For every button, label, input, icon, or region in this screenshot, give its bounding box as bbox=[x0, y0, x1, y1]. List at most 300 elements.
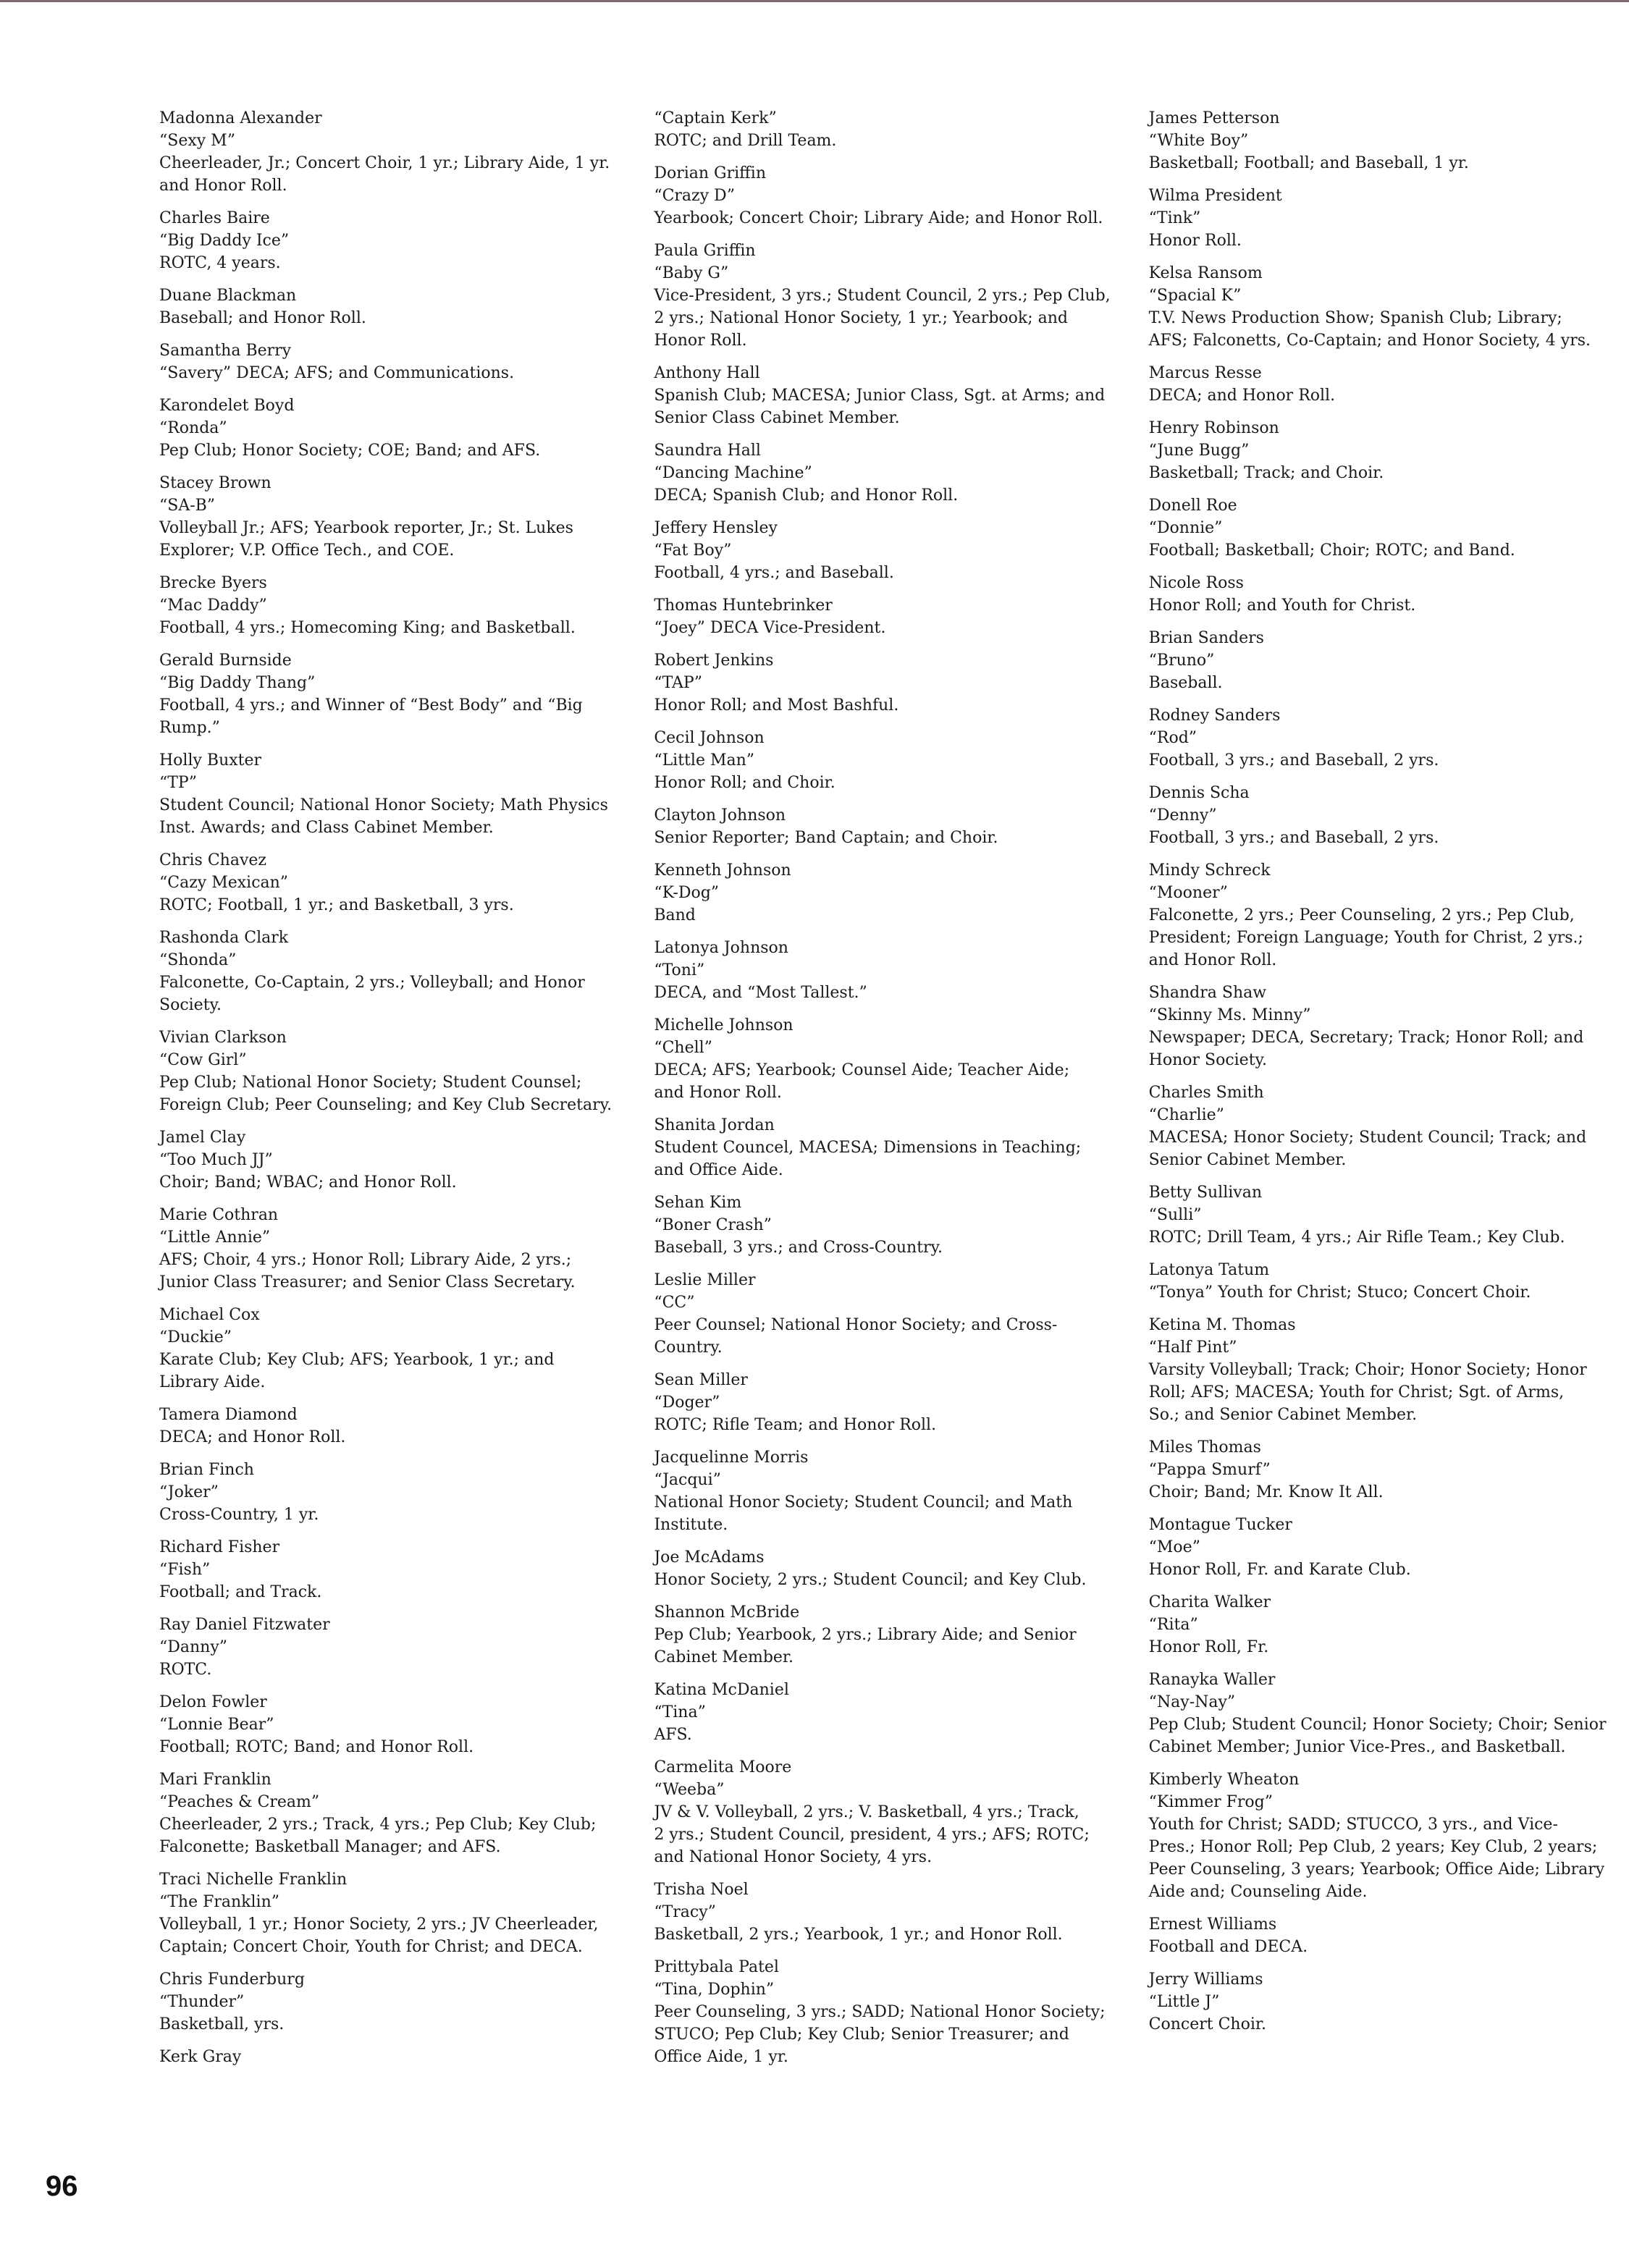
entry-name-line: Katina McDaniel bbox=[654, 1681, 789, 1699]
entry-detail-line: Rump.” bbox=[159, 719, 220, 737]
entry-detail-line: Honor Roll; and Youth for Christ. bbox=[1148, 596, 1416, 615]
senior-entry bbox=[1149, 1082, 1615, 1171]
senior-entry bbox=[159, 472, 625, 562]
entry-detail-line: President; Foreign Language; Youth for Christ, 2 yrs.; bbox=[1148, 929, 1583, 947]
entry-detail-line: DECA; Spanish Club; and Honor Roll. bbox=[654, 486, 959, 505]
entry-detail-line: Student Council; National Honor Society; Math Physics bbox=[159, 796, 608, 814]
senior-entry bbox=[1149, 1769, 1615, 1903]
entry-name-line: Kelsa Ransom bbox=[1148, 264, 1263, 282]
entry-name-line: Dorian Griffin bbox=[654, 164, 767, 182]
entry-name-line: Samantha Berry bbox=[159, 342, 292, 360]
senior-entry bbox=[654, 439, 1119, 507]
senior-entry bbox=[159, 1769, 625, 1858]
entry-detail-line: Honor Society, 2 yrs.; Student Council; and Key Club. bbox=[654, 1571, 1087, 1589]
entry-detail-line: 2 yrs.; National Honor Society, 1 yr.; Yearbook; and bbox=[654, 309, 1068, 327]
entry-detail-line: “Kimmer Frog” bbox=[1148, 1793, 1273, 1811]
entry-detail-line: Senior Class Cabinet Member. bbox=[654, 409, 900, 427]
entry-name-line: Dennis Scha bbox=[1148, 784, 1250, 802]
entry-detail-line: ROTC; Rifle Team; and Honor Roll. bbox=[654, 1416, 937, 1434]
entry-name-line: Trisha Noel bbox=[654, 1881, 749, 1899]
entry-detail-line: Pep Club; Yearbook, 2 yrs.; Library Aide; and Senior bbox=[654, 1626, 1077, 1644]
entry-detail-line: Basketball, yrs. bbox=[159, 2015, 285, 2033]
senior-entry bbox=[159, 207, 625, 274]
entry-detail-line: ROTC. bbox=[159, 1661, 212, 1679]
entry-detail-line: ROTC; Football, 1 yr.; and Basketball, 3 yrs. bbox=[159, 896, 514, 914]
entry-name-line: Chris Chavez bbox=[159, 851, 266, 869]
entry-detail-line: Senior Reporter; Band Captain; and Choir. bbox=[654, 829, 998, 847]
entry-detail-line: Spanish Club; MACESA; Junior Class, Sgt. at Arms; and bbox=[654, 387, 1106, 405]
entry-name-line: Rodney Sanders bbox=[1148, 707, 1281, 725]
entry-name-line: Anthony Hall bbox=[654, 364, 760, 382]
senior-entry bbox=[654, 1546, 1119, 1591]
senior-entry bbox=[654, 727, 1119, 794]
entry-detail-line: JV & V. Volleyball, 2 yrs.; V. Basketball, 4 yrs.; Track, bbox=[654, 1803, 1079, 1821]
entry-detail-line: Karate Club; Key Club; AFS; Yearbook, 1 yr.; and bbox=[159, 1351, 555, 1369]
entry-detail-line: “Too Much JJ” bbox=[159, 1151, 273, 1169]
entry-detail-line: “Spacial K” bbox=[1148, 287, 1242, 305]
entry-name-line: Michelle Johnson bbox=[654, 1016, 794, 1034]
entry-name-line: Donell Roe bbox=[1148, 497, 1237, 515]
senior-entry bbox=[654, 162, 1119, 229]
entry-name-line: Marie Cothran bbox=[159, 1206, 279, 1224]
entry-detail-line: “Skinny Ms. Minny” bbox=[1148, 1006, 1311, 1024]
senior-listing bbox=[159, 107, 1615, 2076]
entry-name-line: Carmelita Moore bbox=[654, 1758, 792, 1776]
entry-detail-line: ROTC; Drill Team, 4 yrs.; Air Rifle Team.; Key Club. bbox=[1148, 1228, 1565, 1247]
senior-entry bbox=[159, 1026, 625, 1116]
entry-name-line: Mindy Schreck bbox=[1148, 861, 1271, 880]
entry-detail-line: “The Franklin” bbox=[159, 1893, 279, 1911]
top-border-rule bbox=[0, 0, 1629, 2]
entry-detail-line: Library Aide. bbox=[159, 1373, 266, 1391]
entry-name-line: “Captain Kerk” bbox=[654, 109, 777, 127]
entry-detail-line: Volleyball, 1 yr.; Honor Society, 2 yrs.; JV Cheerleader, bbox=[159, 1915, 599, 1934]
senior-entry bbox=[1149, 627, 1615, 694]
entry-detail-line: Concert Choir. bbox=[1148, 2015, 1266, 2033]
senior-entry bbox=[654, 1756, 1119, 1868]
entry-name-line: Rashonda Clark bbox=[159, 929, 289, 947]
entry-name-line: Marcus Resse bbox=[1148, 364, 1262, 382]
entry-name-line: Shandra Shaw bbox=[1148, 984, 1267, 1002]
senior-entry bbox=[159, 1968, 625, 2036]
entry-detail-line: “Thunder” bbox=[159, 1993, 245, 2011]
entry-name-line: Brian Sanders bbox=[1148, 629, 1264, 647]
entry-name-line: Robert Jenkins bbox=[654, 652, 774, 670]
entry-name-line: Gerald Burnside bbox=[159, 652, 292, 670]
senior-entry bbox=[654, 804, 1119, 849]
entry-detail-line: Honor Society. bbox=[1148, 1051, 1268, 1069]
entry-detail-line: Cross-Country, 1 yr. bbox=[159, 1506, 319, 1524]
entry-detail-line: Honor Roll. bbox=[1148, 232, 1242, 250]
entry-name-line: Jamel Clay bbox=[159, 1129, 246, 1147]
entry-detail-line: “Fat Boy” bbox=[654, 541, 732, 560]
senior-entry bbox=[1149, 1514, 1615, 1581]
entry-detail-line: Honor Roll; and Most Bashful. bbox=[654, 696, 899, 714]
senior-entry bbox=[654, 1192, 1119, 1259]
senior-entry bbox=[654, 1679, 1119, 1746]
entry-detail-line: Choir; Band; Mr. Know It All. bbox=[1148, 1483, 1384, 1501]
entry-detail-line: and Honor Roll. bbox=[159, 177, 287, 195]
entry-detail-line: “Tina” bbox=[654, 1703, 706, 1721]
entry-name-line: Jacquelinne Morris bbox=[654, 1449, 809, 1467]
entry-detail-line: Basketball, 2 yrs.; Yearbook, 1 yr.; and Honor Roll. bbox=[654, 1926, 1063, 1944]
entry-detail-line: Pres.; Honor Roll; Pep Club, 2 years; Key Club, 2 years; bbox=[1148, 1838, 1598, 1856]
senior-entry bbox=[1149, 1314, 1615, 1426]
entry-detail-line: Football, 3 yrs.; and Baseball, 2 yrs. bbox=[1148, 751, 1439, 770]
senior-entry bbox=[654, 859, 1119, 927]
entry-detail-line: “Charlie” bbox=[1148, 1106, 1224, 1124]
entry-detail-line: “Doger” bbox=[654, 1394, 720, 1412]
entry-name-line: Montague Tucker bbox=[1148, 1516, 1292, 1534]
entry-detail-line: Honor Roll. bbox=[654, 332, 747, 350]
senior-entry bbox=[1149, 982, 1615, 1071]
entry-detail-line: Football; and Track. bbox=[159, 1583, 322, 1601]
senior-entry bbox=[159, 1691, 625, 1758]
senior-entry bbox=[159, 284, 625, 329]
entry-detail-line: Society. bbox=[159, 996, 222, 1014]
entry-name-line: Michael Cox bbox=[159, 1306, 260, 1324]
entry-detail-line: Baseball, 3 yrs.; and Cross-Country. bbox=[654, 1239, 943, 1257]
entry-detail-line: “Little J” bbox=[1148, 1993, 1220, 2011]
entry-name-line: Joe McAdams bbox=[654, 1548, 765, 1567]
entry-detail-line: Pep Club; National Honor Society; Student Counsel; bbox=[159, 1074, 582, 1092]
entry-detail-line: “Dancing Machine” bbox=[654, 464, 812, 482]
entry-detail-line: and National Honor Society, 4 yrs. bbox=[654, 1848, 933, 1866]
entry-detail-line: “Cow Girl” bbox=[159, 1051, 247, 1069]
entry-name-line: Madonna Alexander bbox=[159, 109, 322, 127]
entry-detail-line: ROTC, 4 years. bbox=[159, 254, 281, 272]
entry-detail-line: Football, 3 yrs.; and Baseball, 2 yrs. bbox=[1148, 829, 1439, 847]
entry-detail-line: Honor Roll; and Choir. bbox=[654, 774, 835, 792]
senior-entry bbox=[654, 1369, 1119, 1436]
entry-name-line: Kenneth Johnson bbox=[654, 861, 791, 880]
entry-name-line: Ketina M. Thomas bbox=[1148, 1316, 1296, 1334]
entry-detail-line: “Rod” bbox=[1148, 729, 1197, 747]
entry-detail-line: “Fish” bbox=[159, 1561, 211, 1579]
senior-entry bbox=[159, 849, 625, 916]
entry-detail-line: “TP” bbox=[159, 774, 197, 792]
entry-name-line: Holly Buxter bbox=[159, 751, 262, 770]
entry-detail-line: Aide and; Counseling Aide. bbox=[1148, 1883, 1368, 1901]
senior-entry bbox=[654, 594, 1119, 639]
entry-detail-line: “Chell” bbox=[654, 1039, 712, 1057]
senior-entry bbox=[1149, 1591, 1615, 1658]
entry-name-line: Nicole Ross bbox=[1148, 574, 1244, 592]
entry-detail-line: “Boner Crash” bbox=[654, 1216, 772, 1234]
senior-entry bbox=[1149, 494, 1615, 562]
senior-entry bbox=[654, 240, 1119, 352]
entry-name-line: Cecil Johnson bbox=[654, 729, 765, 747]
entry-detail-line: Basketball; Track; and Choir. bbox=[1148, 464, 1384, 482]
entry-detail-line: Volleyball Jr.; AFS; Yearbook reporter, Jr.; St. Lukes bbox=[159, 519, 573, 537]
entry-detail-line: “Tink” bbox=[1148, 209, 1201, 227]
entry-detail-line: “Cazy Mexican” bbox=[159, 874, 289, 892]
entry-detail-line: Band bbox=[654, 906, 696, 924]
entry-detail-line: So.; and Senior Cabinet Member. bbox=[1148, 1406, 1418, 1424]
entry-detail-line: Peer Counseling, 3 yrs.; SADD; National Honor Society; bbox=[654, 2003, 1106, 2021]
entry-name-line: Ray Daniel Fitzwater bbox=[159, 1616, 330, 1634]
senior-entry bbox=[1149, 1669, 1615, 1758]
entry-detail-line: “K-Dog” bbox=[654, 884, 720, 902]
entry-name-line: Delon Fowler bbox=[159, 1693, 267, 1711]
entry-detail-line: and Honor Roll. bbox=[654, 1084, 782, 1102]
entry-detail-line: “Moe” bbox=[1148, 1538, 1200, 1556]
entry-detail-line: “Sexy M” bbox=[159, 132, 235, 150]
senior-entry bbox=[1149, 362, 1615, 407]
entry-detail-line: Football, 4 yrs.; and Baseball. bbox=[654, 564, 894, 582]
entry-name-line: Stacey Brown bbox=[159, 474, 272, 492]
senior-entry bbox=[159, 1459, 625, 1526]
entry-name-line: Henry Robinson bbox=[1148, 419, 1279, 437]
entry-detail-line: Foreign Club; Peer Counseling; and Key Club Secretary. bbox=[159, 1096, 613, 1114]
entry-name-line: Leslie Miller bbox=[654, 1271, 756, 1289]
entry-detail-line: “Danny” bbox=[159, 1638, 228, 1656]
senior-entry bbox=[1149, 859, 1615, 971]
entry-detail-line: “CC” bbox=[654, 1294, 695, 1312]
entry-name-line: Wilma President bbox=[1148, 187, 1282, 205]
entry-name-line: Prittybala Patel bbox=[654, 1958, 779, 1976]
senior-entry bbox=[159, 1868, 625, 1958]
entry-detail-line: Falconette, 2 yrs.; Peer Counseling, 2 yrs.; Pep Club, bbox=[1148, 906, 1575, 924]
entry-detail-line: Falconette, Co-Captain, 2 yrs.; Volleyball; and Honor bbox=[159, 974, 585, 992]
entry-detail-line: “Big Daddy Thang” bbox=[159, 674, 316, 692]
senior-entry bbox=[1149, 1181, 1615, 1249]
entry-detail-line: Pep Club; Student Council; Honor Society; Choir; Senior bbox=[1148, 1716, 1607, 1734]
entry-name-line: Betty Sullivan bbox=[1148, 1184, 1263, 1202]
entry-name-line: Traci Nichelle Franklin bbox=[159, 1871, 348, 1889]
entry-detail-line: 2 yrs.; Student Council, president, 4 yrs.; AFS; ROTC; bbox=[654, 1826, 1090, 1844]
senior-entry bbox=[159, 1126, 625, 1194]
entry-detail-line: DECA, and “Most Tallest.” bbox=[654, 984, 867, 1002]
entry-detail-line: “Denny” bbox=[1148, 806, 1217, 825]
entry-name-line: Shannon McBride bbox=[654, 1603, 800, 1622]
entry-detail-line: STUCO; Pep Club; Key Club; Senior Treasurer; and bbox=[654, 2025, 1069, 2044]
entry-detail-line: MACESA; Honor Society; Student Council; Track; and bbox=[1148, 1129, 1587, 1147]
entry-detail-line: DECA; AFS; Yearbook; Counsel Aide; Teacher Aide; bbox=[654, 1061, 1070, 1079]
senior-entry bbox=[159, 1536, 625, 1603]
entry-name-line: Mari Franklin bbox=[159, 1771, 272, 1789]
entry-name-line: Ernest Williams bbox=[1148, 1915, 1277, 1934]
entry-name-line: Kimberly Wheaton bbox=[1148, 1771, 1300, 1789]
senior-entry bbox=[654, 649, 1119, 717]
entry-detail-line: “Mooner” bbox=[1148, 884, 1228, 902]
senior-entry bbox=[159, 107, 625, 197]
entry-detail-line: “SA-B” bbox=[159, 497, 216, 515]
column-left bbox=[159, 107, 625, 2076]
entry-detail-line: Football; Basketball; Choir; ROTC; and Band. bbox=[1148, 541, 1515, 560]
senior-entry bbox=[1149, 1913, 1615, 1958]
entry-name-line: Ranayka Waller bbox=[1148, 1671, 1276, 1689]
senior-entry bbox=[654, 362, 1119, 429]
senior-entry bbox=[654, 1114, 1119, 1181]
entry-name-line: Jerry Williams bbox=[1148, 1970, 1263, 1989]
entry-detail-line: “Bruno” bbox=[1148, 652, 1215, 670]
entry-name-line: Kerk Gray bbox=[159, 2048, 242, 2066]
entry-detail-line: Pep Club; Honor Society; COE; Band; and AFS. bbox=[159, 442, 541, 460]
entry-detail-line: “Ronda” bbox=[159, 419, 227, 437]
entry-name-line: Sean Miller bbox=[654, 1371, 748, 1389]
entry-detail-line: “Mac Daddy” bbox=[159, 596, 267, 615]
senior-entry bbox=[654, 1956, 1119, 2068]
senior-entry bbox=[159, 572, 625, 639]
entry-detail-line: “Nay-Nay” bbox=[1148, 1693, 1236, 1711]
column-middle bbox=[654, 107, 1119, 2076]
entry-name-line: Richard Fisher bbox=[159, 1538, 280, 1556]
senior-entry bbox=[159, 649, 625, 739]
entry-name-line: Chris Funderburg bbox=[159, 1970, 305, 1989]
senior-entry bbox=[1149, 1259, 1615, 1304]
entry-detail-line: “Jacqui” bbox=[654, 1471, 721, 1489]
entry-detail-line: “Peaches & Cream” bbox=[159, 1793, 320, 1811]
column-right bbox=[1149, 107, 1615, 2076]
entry-detail-line: “Joker” bbox=[159, 1483, 219, 1501]
entry-name-line: Brecke Byers bbox=[159, 574, 267, 592]
entry-detail-line: “June Bugg” bbox=[1148, 442, 1250, 460]
entry-name-line: Latonya Johnson bbox=[654, 939, 788, 957]
entry-detail-line: “TAP” bbox=[654, 674, 702, 692]
senior-entry bbox=[654, 937, 1119, 1004]
entry-name-line: Brian Finch bbox=[159, 1461, 254, 1479]
entry-detail-line: “Baby G” bbox=[654, 264, 729, 282]
entry-detail-line: Vice-President, 3 yrs.; Student Council, 2 yrs.; Pep Club, bbox=[654, 287, 1111, 305]
entry-name-line: Sehan Kim bbox=[654, 1194, 742, 1212]
entry-detail-line: AFS; Falconetts, Co-Captain; and Honor Society, 4 yrs. bbox=[1148, 332, 1591, 350]
senior-entry bbox=[159, 749, 625, 839]
entry-detail-line: “Crazy D” bbox=[654, 187, 735, 205]
entry-detail-line: Captain; Concert Choir, Youth for Christ; and DECA. bbox=[159, 1938, 583, 1956]
entry-name-line: Charles Smith bbox=[1148, 1084, 1264, 1102]
senior-entry bbox=[1149, 1968, 1615, 2036]
entry-detail-line: Cabinet Member. bbox=[654, 1648, 794, 1666]
entry-name-line: Jeffery Hensley bbox=[654, 519, 778, 537]
entry-detail-line: “Duckie” bbox=[159, 1328, 232, 1346]
entry-detail-line: Yearbook; Concert Choir; Library Aide; and Honor Roll. bbox=[654, 209, 1103, 227]
entry-detail-line: Junior Class Treasurer; and Senior Class Secretary. bbox=[159, 1273, 576, 1291]
entry-detail-line: Cheerleader, 2 yrs.; Track, 4 yrs.; Pep Club; Key Club; bbox=[159, 1816, 597, 1834]
entry-detail-line: Newspaper; DECA, Secretary; Track; Honor Roll; and bbox=[1148, 1029, 1584, 1047]
entry-name-line: Charita Walker bbox=[1148, 1593, 1271, 1611]
entry-detail-line: Varsity Volleyball; Track; Choir; Honor Society; Honor bbox=[1148, 1361, 1587, 1379]
entry-name-line: Miles Thomas bbox=[1148, 1438, 1261, 1457]
entry-detail-line: DECA; and Honor Roll. bbox=[1148, 387, 1336, 405]
entry-detail-line: “Little Annie” bbox=[159, 1228, 271, 1247]
entry-detail-line: DECA; and Honor Roll. bbox=[159, 1428, 346, 1446]
entry-name-line: Saundra Hall bbox=[654, 442, 761, 460]
entry-name-line: Duane Blackman bbox=[159, 287, 297, 305]
entry-name-line: Paula Griffin bbox=[654, 242, 756, 260]
senior-entry bbox=[654, 1269, 1119, 1359]
senior-entry bbox=[654, 107, 1119, 152]
entry-name-line: Tamera Diamond bbox=[159, 1406, 298, 1424]
entry-detail-line: Institute. bbox=[654, 1516, 728, 1534]
senior-entry bbox=[159, 395, 625, 462]
entry-detail-line: Explorer; V.P. Office Tech., and COE. bbox=[159, 541, 455, 560]
entry-detail-line: “Tina, Dophin” bbox=[654, 1981, 775, 1999]
entry-name-line: Karondelet Boyd bbox=[159, 397, 295, 415]
entry-detail-line: “Tonya” Youth for Christ; Stuco; Concert Choir. bbox=[1148, 1283, 1531, 1302]
entry-detail-line: “Big Daddy Ice” bbox=[159, 232, 290, 250]
entry-detail-line: “Rita” bbox=[1148, 1616, 1198, 1634]
entry-detail-line: Roll; AFS; MACESA; Youth for Christ; Sgt. of Arms, bbox=[1148, 1383, 1565, 1401]
senior-entry bbox=[159, 1404, 625, 1449]
entry-detail-line: Honor Roll, Fr. and Karate Club. bbox=[1148, 1561, 1411, 1579]
entry-name-line: Clayton Johnson bbox=[654, 806, 786, 825]
senior-entry bbox=[1149, 1436, 1615, 1504]
entry-detail-line: ROTC; and Drill Team. bbox=[654, 132, 837, 150]
entry-detail-line: “Joey” DECA Vice-President. bbox=[654, 619, 886, 637]
entry-detail-line: Senior Cabinet Member. bbox=[1148, 1151, 1347, 1169]
entry-detail-line: Football and DECA. bbox=[1148, 1938, 1308, 1956]
entry-detail-line: Cabinet Member; Junior Vice-Pres., and Basketball. bbox=[1148, 1738, 1566, 1756]
senior-entry bbox=[159, 1204, 625, 1294]
entry-detail-line: “Little Man” bbox=[654, 751, 755, 770]
senior-entry bbox=[159, 1304, 625, 1394]
entry-detail-line: Baseball; and Honor Roll. bbox=[159, 309, 366, 327]
entry-detail-line: “Half Pint” bbox=[1148, 1339, 1237, 1357]
senior-entry bbox=[159, 2046, 625, 2068]
senior-entry bbox=[1149, 417, 1615, 484]
entry-name-line: Charles Baire bbox=[159, 209, 270, 227]
senior-entry bbox=[654, 1014, 1119, 1104]
senior-entry bbox=[1149, 704, 1615, 772]
senior-entry bbox=[654, 1879, 1119, 1946]
entry-detail-line: “Toni” bbox=[654, 961, 705, 979]
entry-name-line: Latonya Tatum bbox=[1148, 1261, 1270, 1279]
entry-detail-line: “Lonnie Bear” bbox=[159, 1716, 274, 1734]
senior-entry bbox=[654, 517, 1119, 584]
entry-detail-line: “Weeba” bbox=[654, 1781, 725, 1799]
senior-entry bbox=[1149, 185, 1615, 252]
entry-detail-line: AFS; Choir, 4 yrs.; Honor Roll; Library Aide, 2 yrs.; bbox=[159, 1251, 572, 1269]
entry-detail-line: Inst. Awards; and Class Cabinet Member. bbox=[159, 819, 494, 837]
entry-name-line: Thomas Huntebrinker bbox=[654, 596, 833, 615]
entry-detail-line: “Sulli” bbox=[1148, 1206, 1202, 1224]
entry-detail-line: “Donnie” bbox=[1148, 519, 1223, 537]
entry-detail-line: AFS. bbox=[654, 1726, 692, 1744]
entry-detail-line: “Pappa Smurf” bbox=[1148, 1461, 1271, 1479]
entry-detail-line: Falconette; Basketball Manager; and AFS. bbox=[159, 1838, 501, 1856]
senior-entry bbox=[159, 927, 625, 1016]
entry-detail-line: “Savery” DECA; AFS; and Communications. bbox=[159, 364, 515, 382]
entry-detail-line: Cheerleader, Jr.; Concert Choir, 1 yr.; Library Aide, 1 yr. bbox=[159, 154, 610, 172]
entry-detail-line: Football, 4 yrs.; and Winner of “Best Body” and “Big bbox=[159, 696, 583, 714]
entry-detail-line: and Office Aide. bbox=[654, 1161, 783, 1179]
entry-detail-line: Basketball; Football; and Baseball, 1 yr. bbox=[1148, 154, 1469, 172]
entry-detail-line: Office Aide, 1 yr. bbox=[654, 2048, 788, 2066]
entry-detail-line: Baseball. bbox=[1148, 674, 1223, 692]
page-number: 96 bbox=[46, 2170, 78, 2202]
entry-detail-line: Football; ROTC; Band; and Honor Roll. bbox=[159, 1738, 474, 1756]
entry-detail-line: Peer Counsel; National Honor Society; and Cross-Country. bbox=[654, 1316, 1058, 1357]
entry-name-line: Shanita Jordan bbox=[654, 1116, 775, 1134]
entry-detail-line: and Honor Roll. bbox=[1148, 951, 1277, 969]
senior-entry bbox=[654, 1446, 1119, 1536]
entry-detail-line: Youth for Christ; SADD; STUCCO, 3 yrs., and Vice- bbox=[1148, 1816, 1558, 1834]
entry-detail-line: Football, 4 yrs.; Homecoming King; and Basketball. bbox=[159, 619, 576, 637]
entry-detail-line: “White Boy” bbox=[1148, 132, 1249, 150]
senior-entry bbox=[1149, 107, 1615, 174]
senior-entry bbox=[654, 1601, 1119, 1669]
entry-detail-line: National Honor Society; Student Council; and Math bbox=[654, 1493, 1073, 1512]
entry-detail-line: Choir; Band; WBAC; and Honor Roll. bbox=[159, 1173, 457, 1192]
entry-detail-line: “Shonda” bbox=[159, 951, 237, 969]
entry-detail-line: T.V. News Production Show; Spanish Club; Library; bbox=[1148, 309, 1562, 327]
entry-detail-line: Student Councel, MACESA; Dimensions in Teaching; bbox=[654, 1139, 1082, 1157]
senior-entry bbox=[1149, 262, 1615, 352]
entry-detail-line: “Tracy” bbox=[654, 1903, 716, 1921]
senior-entry bbox=[1149, 572, 1615, 617]
senior-entry bbox=[1149, 782, 1615, 849]
